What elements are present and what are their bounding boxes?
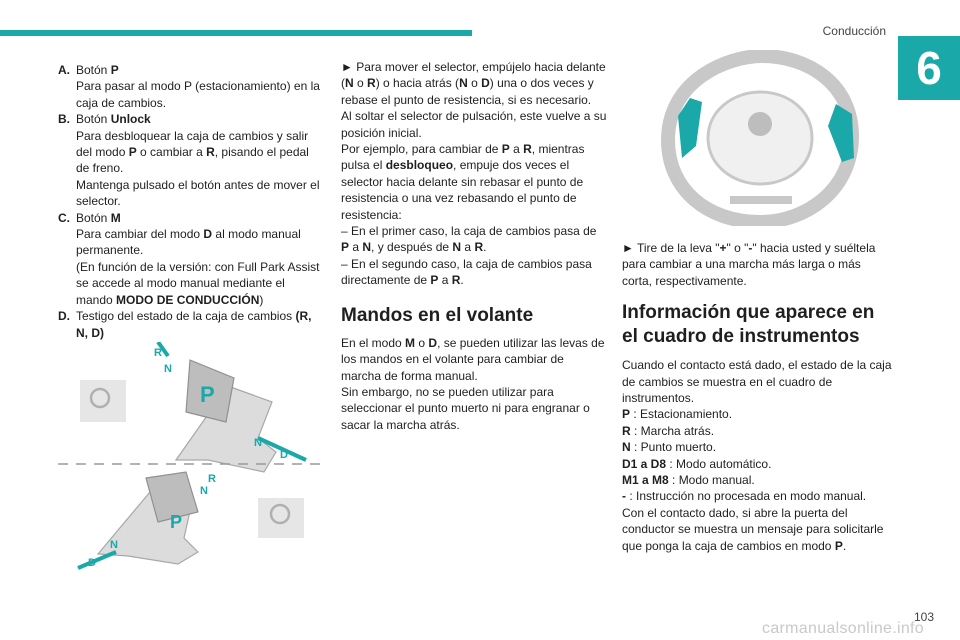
steering-hub — [708, 92, 812, 184]
column-1 — [58, 62, 320, 341]
item-b: B. Botón Unlock Para desbloquear la caja de cambios y salir del modo P o cambiar a R, pisando el pedal de freno. Mantenga pulsado el botón antes de mover el selector. — [58, 112, 320, 209]
selector-upper-diagram — [80, 342, 306, 472]
selector-lower-diagram — [78, 472, 304, 569]
steering-indicator-box — [80, 380, 126, 422]
label-n-lower: N — [200, 485, 208, 497]
paragraph-second-case: – En el segundo caso, la caja de cambios pasa directamente de P a R. — [341, 256, 592, 288]
paragraph-example: Por ejemplo, para cambiar de P a R, mientras pulsa el desbloqueo, empuje dos veces el selector hacia delante sin rebasar el punto de resistencia o una vez rebasando el punto de resistencia: — [341, 142, 585, 222]
chapter-title: Conducción — [822, 24, 886, 38]
label-r-lower: R — [208, 473, 216, 485]
label-d-lower: D — [88, 557, 96, 569]
label-r-upper: R — [154, 347, 162, 359]
list-item: R : Marcha atrás. — [622, 423, 715, 438]
heading-instrument-info: Información que aparece en el cuadro de instrumentos — [622, 302, 875, 348]
item-c: C. Botón M Para cambiar del modo D al modo manual permanente. (En función de la versión: con Full Park Assist se accede al modo manual mediante el mando MODO DE CONDUCCIÓN) — [58, 210, 320, 307]
item-d: D. Testigo del estado de la caja de cambios (R, N, D) — [58, 309, 312, 340]
list-item: N : Punto muerto. — [622, 440, 717, 455]
steering-wheel-illustration — [638, 50, 878, 226]
paragraph-paddles-limit: Sin embargo, no se pueden utilizar para seleccionar el punto muerto ni para engranar o sacar la marcha atrás. — [341, 384, 590, 432]
label-p-lower: P — [170, 512, 183, 532]
paragraph-door-open: Con el contacto dado, si abre la puerta del conductor se muestra un mensaje para solicitarle que ponga la caja de cambios en modo P. — [622, 505, 884, 553]
gear-selector-illustration — [58, 342, 320, 570]
paragraph-release: Al soltar el selector de pulsación, este vuelve a su posición inicial. — [341, 109, 607, 140]
list-item: D1 a D8 : Modo automático. — [622, 456, 772, 471]
label-n-upper-back: N — [254, 437, 262, 449]
brand-emblem-icon — [748, 112, 772, 136]
paragraph-first-case: – En el primer caso, la caja de cambios pasa de P a N, y después de N a R. — [341, 224, 597, 255]
label-d-upper: D — [280, 449, 288, 461]
header-accent-bar — [0, 30, 472, 36]
heading-steering-controls: Mandos en el volante — [341, 304, 534, 326]
list-item: P : Estacionamiento. — [622, 407, 733, 422]
list-item: M1 a M8 : Modo manual. — [622, 473, 755, 488]
watermark: carmanualsonline.info — [762, 620, 924, 637]
label-n-lower-back: N — [110, 539, 118, 551]
item-key: C. — [58, 210, 70, 225]
column-2 — [341, 59, 607, 433]
paragraph-paddles: En el modo M o D, se pueden utilizar las levas de los mandos en el volante para cambiar de marcha de forma manual. — [341, 335, 605, 383]
item-a: A. Botón P Para pasar al modo P (estacionamiento) en la caja de cambios. — [58, 63, 320, 110]
paragraph-contact: Cuando el contacto está dado, el estado de la caja de cambios se muestra en el cuadro de instrumentos. — [622, 358, 892, 406]
item-key: D. — [58, 309, 70, 324]
column-3 — [622, 240, 892, 554]
label-p-upper: P — [200, 382, 215, 407]
list-item: - : Instrucción no procesada en modo manual. — [622, 489, 867, 504]
page-number: 103 — [913, 610, 934, 624]
gear-status-list — [622, 406, 892, 504]
label-n-upper: N — [164, 363, 172, 375]
paragraph-move-selector: ► Para mover el selector, empújelo hacia delante (N o R) o hacia atrás (N o D) una o dos veces y rebase el punto de resistencia, si es necesario. — [341, 60, 606, 107]
paragraph-pull-paddle: ► Tire de la leva "+" o "-" hacia usted y suéltela para cambiar a una marcha más larga o más corta, respectivamente. — [622, 241, 876, 288]
item-key: B. — [58, 112, 70, 127]
item-key: A. — [58, 63, 70, 77]
chapter-number-tab: 6 — [898, 36, 960, 100]
